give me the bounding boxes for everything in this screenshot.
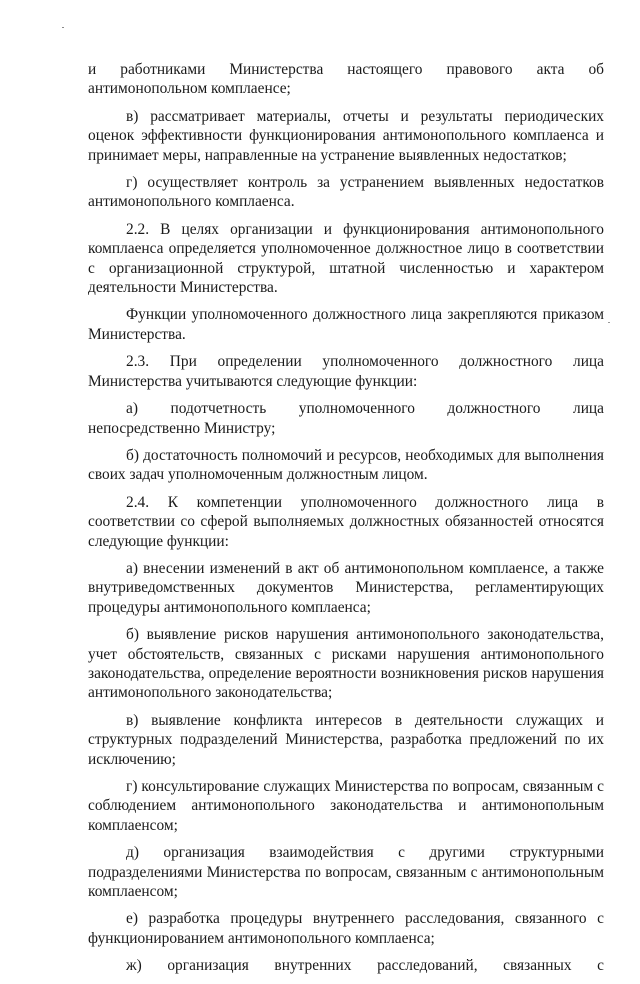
paragraph: в) выявление конфликта интересов в деятельности служащих и структурных подразделений Министерства, разработка предложений по их исключению;: [88, 711, 604, 768]
paragraph: 2.4. К компетенции уполномоченного должностного лица в соответствии со сферой выполняемых должностных обязанностей относятся следующие функции:: [88, 493, 604, 550]
paragraph: а) внесении изменений в акт об антимонопольном комплаенсе, а также внутриведомственных документов Министерства, регламентирующих процедуры антимонопольного комплаенса;: [88, 559, 604, 616]
paragraph: в) рассматривает материалы, отчеты и результаты периодических оценок эффективности функционирования антимонопольного комплаенса и принимает меры, направленные на устранение выявленных недостатков;: [88, 107, 604, 164]
scan-speck: [608, 322, 610, 323]
paragraph: г) осуществляет контроль за устранением выявленных недостатков антимонопольного комплаенса.: [88, 174, 604, 211]
document-body: [88, 60, 604, 984]
paragraph: е) разработка процедуры внутреннего расследования, связанного с функционированием антимонопольного комплаенса;: [88, 910, 604, 947]
paragraph: Функции уполномоченного должностного лица закрепляются приказом Министерства.: [88, 306, 604, 343]
paragraph: а) подотчетность уполномоченного должностного лица непосредственно Министру;: [88, 400, 604, 437]
paragraph: ж) организация внутренних расследований, связанных с: [126, 957, 604, 975]
paragraph: 2.3. При определении уполномоченного должностного лица Министерства учитываются следующие функции:: [88, 353, 604, 390]
paragraph: б) достаточность полномочий и ресурсов, необходимых для выполнения своих задач уполномоченным должностным лицом.: [88, 446, 604, 484]
paragraph: 2.2. В целях организации и функционирования антимонопольного комплаенса определяется уполномоченное должностное лицо в соответствии с организационной структурой, штатной численностью и характером деятельности Министерства.: [88, 220, 604, 297]
paragraph: и работниками Министерства настоящего правового акта об антимонопольном комплаенсе;: [88, 61, 604, 98]
paragraph: д) организация взаимодействия с другими структурными подразделениями Министерства по вопросам, связанным с антимонопольным комплаенсом;: [88, 844, 604, 901]
paragraph: г) консультирование служащих Министерства по вопросам, связанным с соблюдением антимонопольного законодательства и антимонопольным комплаенсом;: [88, 778, 604, 834]
paragraph: б) выявление рисков нарушения антимонопольного законодательства, учет обстоятельств, связанных с рисками нарушения антимонопольного законодательства, определение вероятности возникновения рисков нарушения антимонопольного законодательства;: [88, 626, 604, 702]
scan-speck: [62, 27, 64, 28]
